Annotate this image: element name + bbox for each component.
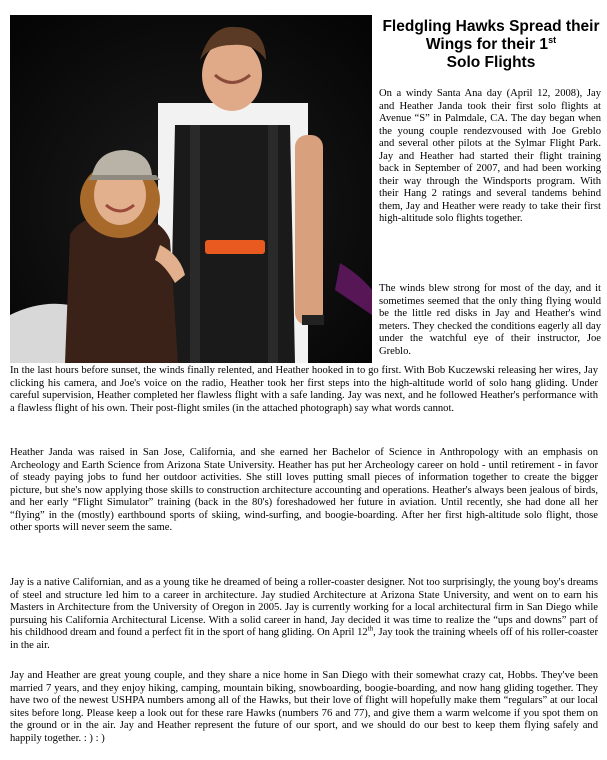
couple-photo-illustration: [10, 15, 372, 363]
p3-text-after: , Jay took the training wheels off of his roller-coaster in the air.: [10, 627, 598, 651]
body-paragraph-2: Heather Janda was raised in San Jose, California, and she earned her Bachelor of Science in Anthropology with an emphasis on Archeology and Earth Science from Arizona State University. Heather has put her Archeology career on hold - until retirement - in favor of steady paying jobs to fund her outdoor activities. She still loves putting small pieces of information together to create the bigger picture, but she's now applying those skills to construction architecture accounting and operations. Heather's always been jealous of birds, and her early “Flight Simulator” training (back in the 80's) foreshadowed her future in aviation. Until recently, she had done all her “flying” in the (mostly) earthbound sports of skiing, wind-surfing, and boogie-boarding. After her first high-altitude solo flight, those other sports will never seem the same.: [10, 447, 598, 533]
man-face: [202, 39, 262, 111]
body-paragraph-4: Jay and Heather are great young couple, and they share a nice home in San Diego with their somewhat crazy cat, Hobbs. They've been married 7 years, and they enjoy hiking, camping, mountain biking, snowboarding, boogie-boarding, and now hang gliding together. They have two of the newest USHPA numbers among all of the Hawks, but their love of flight will hopefully make them “regulars” at our local sites before long. Please keep a look out for these rare Hawks (numbers 76 and 77), and give them a warm welcome if you spot them on the ground or in the air. Jay and Heather represent the future of our sport, and we should do our best to keep them flying safely and happily together. : ) : ): [10, 670, 598, 744]
sidebar-paragraph: The winds blew strong for most of the day, and it sometimes seemed that the only thing flying would be the little red disks in Jay and Heather's wind meters. They checked the conditions eagerly all day under the watchful eye of their instructor, Joe Greblo.: [379, 283, 601, 357]
p3-superscript: th: [367, 624, 374, 633]
glider-wing: [10, 304, 70, 363]
sidebar-paragraph: On a windy Santa Ana day (April 12, 2008), Jay and Heather Janda took their first solo flights at Avenue “S” in Palmdale, CA. The day began when the young couple rendezvoused with Joe Greblo and several other pilots at the Sylmar Flight Park. Jay and Heather had started their flight training back in September of 2007, and had been working their way through the Windsports program. With their Hang 2 ratings and several tandems behind them, Jay and Heather were ready to take their first high-altitude solo flights together.: [379, 88, 601, 224]
harness-pocket: [205, 240, 265, 254]
body-paragraph-1: In the last hours before sunset, the winds finally relented, and Heather hooked in to go first. With Bob Kuczewski releasing her wires, Jay clicking his camera, and Joe's voice on the radio, Heather took her first steps into the high-altitude world of solo hang gliding. Under careful supervision, Heather completed her flawless flight with a safe landing. Jay was next, and he followed Heather's performance with a flawless flight of his own. Their post-flight smiles (in the attached photograph) say what words cannot.: [10, 365, 598, 414]
title-tail: Solo Flights: [446, 54, 536, 71]
p3-text-before: Jay is a native Californian, and as a young tike he dreamed of being a roller-coaster designer. Not too surprisingly, the young boy's dreams of steel and structure led him to a career in architecture. Jay studied Architecture at Arizona State University, and went on to earn his Masters in Architecture from the University of Oregon in 2005. Jay is currently working for a local architectural firm in San Diego while pursuing his California Architectural License. With a solid career in hand, Jay decided it was time to realize the “ups and downs” part of his childhood dream and found a perfect fit in the sport of hang gliding. On April 12: [10, 577, 598, 638]
article-title: [381, 18, 601, 72]
title-text: Fledgling Hawks Spread their Wings for their 1: [382, 18, 600, 53]
couple-photo: [10, 15, 372, 363]
body-paragraph-3: [10, 577, 598, 652]
title-superscript: st: [548, 34, 557, 45]
